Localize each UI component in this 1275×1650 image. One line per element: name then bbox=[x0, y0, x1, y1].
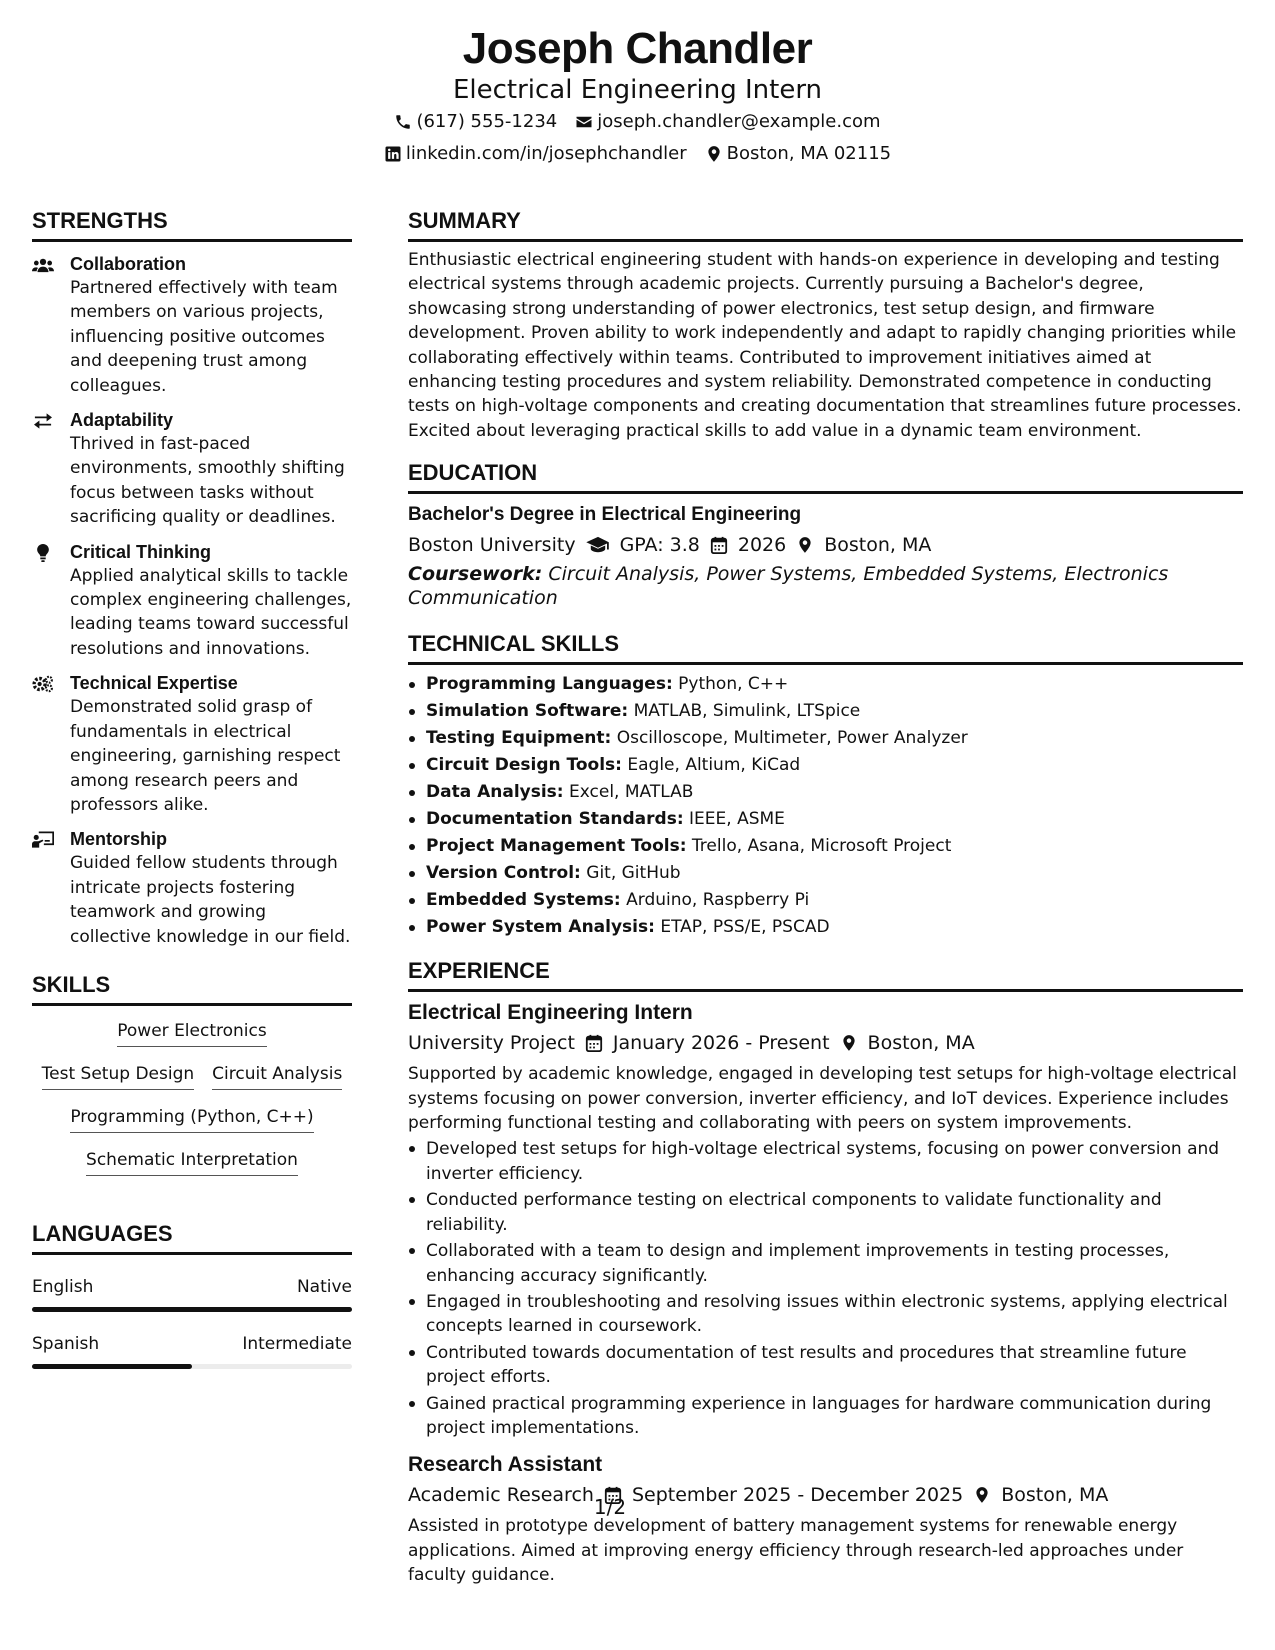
technical-skills-section bbox=[408, 628, 1243, 941]
map-pin-icon bbox=[796, 536, 814, 554]
lightbulb-icon bbox=[32, 544, 54, 562]
strength-item bbox=[32, 408, 352, 530]
strength-title: Collaboration bbox=[70, 254, 186, 274]
list-item: Testing Equipment: Oscilloscope, Multimeter, Power Analyzer bbox=[408, 725, 1243, 752]
job-bullets bbox=[408, 1137, 1243, 1440]
strengths-heading: STRENGTHS bbox=[32, 205, 352, 242]
gpa-text: GPA: 3.8 bbox=[619, 534, 700, 557]
phone-icon bbox=[394, 113, 412, 131]
job-entry bbox=[408, 998, 1243, 1440]
location-text: Boston, MA 02115 bbox=[726, 143, 892, 164]
strength-desc: Partnered effectively with team members on various projects, influencing positive outcomes and deepening trust among colleagues. bbox=[70, 278, 338, 396]
chalkboard-teacher-icon bbox=[32, 831, 54, 849]
strength-desc: Guided fellow students through intricate projects fostering teamwork and growing collective knowledge in our field. bbox=[70, 853, 351, 947]
users-icon bbox=[32, 256, 54, 274]
technical-skills-list bbox=[408, 671, 1243, 941]
experience-heading: EXPERIENCE bbox=[408, 955, 1243, 992]
languages-section bbox=[32, 1218, 352, 1369]
job-entry bbox=[408, 1450, 1243, 1587]
skill-tag: Test Setup Design bbox=[42, 1061, 194, 1090]
job-location: Boston, MA bbox=[1001, 1484, 1109, 1507]
language-level: Native bbox=[296, 1276, 352, 1297]
education-section bbox=[408, 457, 1243, 610]
arrows-swap-icon bbox=[32, 412, 54, 430]
email-contact[interactable] bbox=[575, 106, 880, 138]
list-item: Embedded Systems: Arduino, Raspberry Pi bbox=[408, 887, 1243, 914]
education-heading: EDUCATION bbox=[408, 457, 1243, 494]
graduation-year: 2026 bbox=[737, 534, 787, 557]
coursework bbox=[408, 562, 1243, 610]
job-dates: January 2026 - Present bbox=[612, 1032, 830, 1055]
strength-desc: Demonstrated solid grasp of fundamentals in electrical engineering, garnishing respect among research peers and professors alike. bbox=[70, 697, 341, 815]
map-pin-icon bbox=[705, 145, 723, 163]
list-item: Data Analysis: Excel, MATLAB bbox=[408, 779, 1243, 806]
job-location: Boston, MA bbox=[867, 1032, 975, 1055]
list-item: Circuit Design Tools: Eagle, Altium, KiCad bbox=[408, 752, 1243, 779]
calendar-icon bbox=[585, 1034, 603, 1052]
list-item: Documentation Standards: IEEE, ASME bbox=[408, 806, 1243, 833]
strength-title: Technical Expertise bbox=[70, 673, 238, 694]
list-item: Simulation Software: MATLAB, Simulink, LTSpice bbox=[408, 698, 1243, 725]
skill-tag: Programming (Python, C++) bbox=[70, 1104, 313, 1133]
resume-header bbox=[0, 22, 1275, 170]
language-item bbox=[32, 1332, 352, 1369]
language-bar-fill bbox=[32, 1307, 352, 1312]
skills-tags bbox=[32, 1018, 352, 1176]
graduation-cap-icon bbox=[586, 536, 610, 554]
language-name: English bbox=[32, 1276, 94, 1297]
list-item: Conducted performance testing on electrical components to validate functionality and reliability. bbox=[408, 1188, 1243, 1237]
job-meta bbox=[408, 1028, 1243, 1058]
strengths-list bbox=[32, 252, 352, 949]
strength-item bbox=[32, 827, 352, 949]
right-column bbox=[408, 205, 1243, 1588]
calendar-icon bbox=[710, 536, 728, 554]
language-bar bbox=[32, 1307, 352, 1312]
email-text: joseph.chandler@example.com bbox=[597, 111, 881, 132]
strength-title: Adaptability bbox=[70, 410, 174, 431]
map-pin-icon bbox=[840, 1034, 858, 1052]
envelope-icon bbox=[575, 113, 593, 131]
language-name: Spanish bbox=[32, 1333, 100, 1354]
job-description: Supported by academic knowledge, engaged in developing test setups for high-voltage electrical systems focusing on power conversion, inverter efficiency, and IoT devices. Experience includes performing functional testing and collaborating with peers on system improvements. bbox=[408, 1064, 1237, 1134]
skills-heading: SKILLS bbox=[32, 969, 352, 1006]
linkedin-contact[interactable] bbox=[384, 138, 687, 170]
skills-section bbox=[32, 969, 352, 1176]
skill-tag: Schematic Interpretation bbox=[86, 1147, 298, 1176]
experience-section bbox=[408, 955, 1243, 1587]
linkedin-icon bbox=[384, 145, 402, 163]
contact-row-1 bbox=[0, 106, 1275, 138]
skill-tag: Circuit Analysis bbox=[212, 1061, 342, 1090]
candidate-name: Joseph Chandler bbox=[462, 24, 813, 73]
job-description: Assisted in prototype development of battery management systems for renewable energy applications. Aimed at improving energy efficiency through research-led approaches under faculty guidance. bbox=[408, 1516, 1184, 1586]
left-column bbox=[32, 205, 352, 1369]
summary-heading: SUMMARY bbox=[408, 205, 1243, 242]
summary-section bbox=[408, 205, 1243, 443]
coursework-label: Coursework: bbox=[408, 563, 543, 586]
list-item: Developed test setups for high-voltage electrical systems, focusing on power conversion and inverter efficiency. bbox=[408, 1137, 1243, 1186]
strength-desc: Thrived in fast-paced environments, smoothly shifting focus between tasks without sacrificing quality or deadlines. bbox=[70, 434, 345, 528]
strength-title: Critical Thinking bbox=[70, 541, 212, 562]
school-name: Boston University bbox=[408, 534, 576, 557]
list-item: Gained practical programming experience in languages for hardware communication during project implementations. bbox=[408, 1392, 1243, 1441]
list-item: Version Control: Git, GitHub bbox=[408, 860, 1243, 887]
page-number: 1/2 bbox=[593, 1495, 627, 1519]
gears-icon bbox=[32, 675, 54, 693]
education-meta bbox=[408, 530, 1243, 560]
language-bar-fill bbox=[32, 1364, 192, 1369]
job-title: Electrical Engineering Intern bbox=[408, 1001, 693, 1025]
job-org: Academic Research bbox=[408, 1484, 594, 1507]
job-title: Research Assistant bbox=[408, 1453, 603, 1477]
languages-heading: LANGUAGES bbox=[32, 1218, 352, 1255]
job-dates: September 2025 - December 2025 bbox=[631, 1484, 964, 1507]
list-item: Power System Analysis: ETAP, PSS/E, PSCAD bbox=[408, 914, 1243, 941]
strength-title: Mentorship bbox=[70, 829, 167, 850]
strength-item bbox=[32, 252, 352, 398]
language-bar bbox=[32, 1364, 352, 1369]
strength-desc: Applied analytical skills to tackle complex engineering challenges, leading teams toward successful resolutions and innovations. bbox=[70, 565, 352, 659]
summary-text: Enthusiastic electrical engineering student with hands-on experience in developing and testing electrical systems through academic projects. Currently pursuing a Bachelor's degree, showcasing strong understanding of power electronics, test setup design, and firmware development. Proven ability to work independently and adapt to rapidly changing priorities while collaborating effectively within teams. Contributed to improvement initiatives aimed at enhancing testing procedures and system reliability. Demonstrated competence in conducting tests on high-voltage components and creating documentation that streamlines future processes. Excited about leveraging practical skills to add value in a dynamic team environment. bbox=[408, 250, 1242, 441]
map-pin-icon bbox=[973, 1486, 991, 1504]
list-item: Project Management Tools: Trello, Asana, Microsoft Project bbox=[408, 833, 1243, 860]
list-item: Collaborated with a team to design and implement improvements in testing processes, enhancing accuracy significantly. bbox=[408, 1239, 1243, 1288]
language-item bbox=[32, 1275, 352, 1312]
job-meta bbox=[408, 1480, 1243, 1510]
job-org: University Project bbox=[408, 1032, 575, 1055]
contact-row-2 bbox=[0, 138, 1275, 170]
technical-skills-heading: TECHNICAL SKILLS bbox=[408, 628, 1243, 665]
linkedin-text: linkedin.com/in/josephchandler bbox=[405, 143, 687, 164]
strength-item bbox=[32, 540, 352, 662]
strength-item bbox=[32, 671, 352, 817]
school-location: Boston, MA bbox=[824, 534, 932, 557]
phone-text: (617) 555-1234 bbox=[416, 111, 558, 132]
candidate-title: Electrical Engineering Intern bbox=[452, 75, 823, 105]
list-item: Programming Languages: Python, C++ bbox=[408, 671, 1243, 698]
skill-tag: Power Electronics bbox=[117, 1018, 266, 1047]
coursework-text: Circuit Analysis, Power Systems, Embedded Systems, Electronics Communication bbox=[408, 563, 1169, 610]
phone-contact[interactable] bbox=[394, 106, 557, 138]
location-contact bbox=[705, 138, 892, 170]
list-item: Contributed towards documentation of test results and procedures that streamline future project efforts. bbox=[408, 1341, 1243, 1390]
degree-title: Bachelor's Degree in Electrical Engineering bbox=[408, 504, 802, 526]
language-level: Intermediate bbox=[242, 1333, 352, 1354]
list-item: Engaged in troubleshooting and resolving issues within electronic systems, applying electrical concepts learned in coursework. bbox=[408, 1290, 1243, 1339]
